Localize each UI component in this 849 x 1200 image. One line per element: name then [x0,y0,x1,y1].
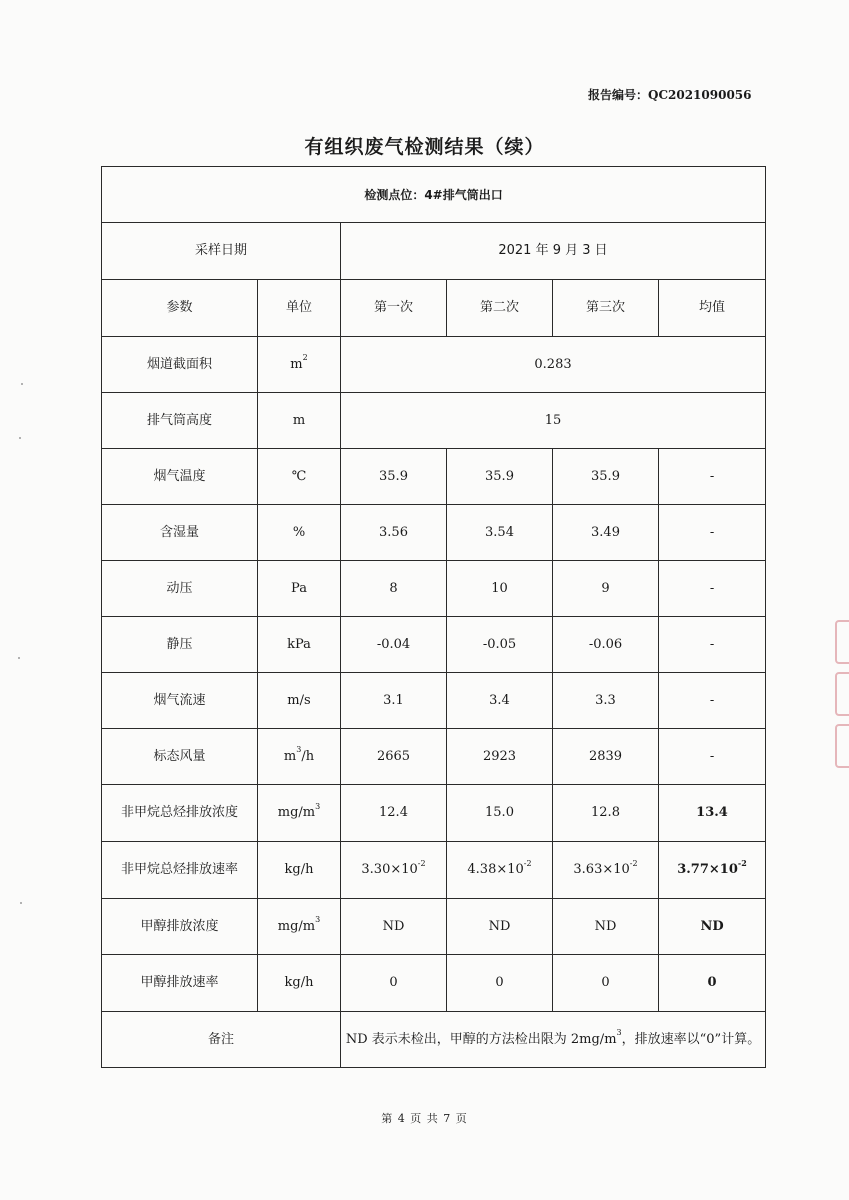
run2-cell: ND [447,899,553,955]
avg-cell: - [659,673,766,729]
unit-cell: kg/h [258,842,341,899]
run1-cell: 12.4 [341,785,447,842]
header-avg: 均值 [659,280,766,337]
sampling-date-label: 采样日期 [102,223,341,280]
unit-cell: % [258,505,341,561]
run1-cell: $3.30\times 10^{-2}$ [341,842,447,899]
run2-cell: 0 [447,955,553,1012]
unit-cell: $mg/m^3$ [258,899,341,955]
remark-text: ND 表示未检出，甲醇的方法检出限为 $2mg/m^3$，排放速率以“0”计算。 [341,1012,766,1068]
avg-cell: - [659,617,766,673]
column-header-row [102,280,766,337]
run1-cell: ND [341,899,447,955]
run2-cell: 3.4 [447,673,553,729]
avg-cell: - [659,505,766,561]
seal-stamp-edge [835,612,849,782]
run3-cell: 9 [553,561,659,617]
unit-cell: $mg/m^3$ [258,785,341,842]
header-unit: 单位 [258,280,341,337]
run3-cell: 3.49 [553,505,659,561]
report-number: 报告编号：QC2021090056 [588,88,752,102]
param-cell: 含湿量 [102,505,258,561]
run1-cell: 0 [341,955,447,1012]
unit-cell: kPa [258,617,341,673]
param-cell: 烟气流速 [102,673,258,729]
table-row [102,729,766,785]
avg-cell: - [659,729,766,785]
location-row [102,167,766,223]
run1-cell: 3.1 [341,673,447,729]
scan-speck [19,437,21,439]
param-cell: 静压 [102,617,258,673]
avg-cell: - [659,449,766,505]
remark-label: 备注 [102,1012,341,1068]
run1-cell: 8 [341,561,447,617]
table-row [102,505,766,561]
table-row [102,673,766,729]
remark-row [102,1012,766,1068]
unit-cell: m [258,393,341,449]
param-cell: 排气筒高度 [102,393,258,449]
value-cell: 15 [341,393,766,449]
scan-speck [21,383,23,385]
run3-cell: ND [553,899,659,955]
location-label: 检测点位：4#排气筒出口 [102,167,766,223]
table-row [102,617,766,673]
unit-cell: Pa [258,561,341,617]
header-param: 参数 [102,280,258,337]
sampling-date-value: 2021 年 9 月 3 日 [341,223,766,280]
table-row [102,899,766,955]
unit-cell: $m^3/h$ [258,729,341,785]
run2-cell: 15.0 [447,785,553,842]
table-row [102,842,766,899]
avg-cell: 0 [659,955,766,1012]
run1-cell: -0.04 [341,617,447,673]
avg-cell: ND [659,899,766,955]
param-cell: 标态风量 [102,729,258,785]
table-row [102,561,766,617]
param-cell: 甲醇排放浓度 [102,899,258,955]
unit-cell: kg/h [258,955,341,1012]
page-footer: 第 4 页 共 7 页 [381,1112,468,1125]
avg-cell: $3.77\times 10^{-2}$ [659,842,766,899]
run1-cell: 3.56 [341,505,447,561]
table-row [102,393,766,449]
run3-cell: 12.8 [553,785,659,842]
run1-cell: 35.9 [341,449,447,505]
header-run2: 第二次 [447,280,553,337]
run3-cell: 35.9 [553,449,659,505]
run3-cell: 2839 [553,729,659,785]
run2-cell: -0.05 [447,617,553,673]
param-cell: 动压 [102,561,258,617]
run2-cell: 3.54 [447,505,553,561]
header-run3: 第三次 [553,280,659,337]
param-cell: 非甲烷总烃排放速率 [102,842,258,899]
run2-cell: $4.38\times 10^{-2}$ [447,842,553,899]
unit-cell: m/s [258,673,341,729]
unit-cell: ℃ [258,449,341,505]
table-row [102,785,766,842]
param-cell: 非甲烷总烃排放浓度 [102,785,258,842]
run2-cell: 2923 [447,729,553,785]
param-cell: 烟道截面积 [102,337,258,393]
run3-cell: 0 [553,955,659,1012]
table-row [102,337,766,393]
avg-cell: 13.4 [659,785,766,842]
run3-cell: 3.3 [553,673,659,729]
value-cell: 0.283 [341,337,766,393]
run3-cell: $3.63\times 10^{-2}$ [553,842,659,899]
page-title: 有组织废气检测结果（续） [304,136,545,158]
run2-cell: 10 [447,561,553,617]
param-cell: 烟气温度 [102,449,258,505]
unit-cell: $m^2$ [258,337,341,393]
run1-cell: 2665 [341,729,447,785]
avg-cell: - [659,561,766,617]
scan-speck [20,902,22,904]
results-table [101,166,766,1068]
sampling-row [102,223,766,280]
param-cell: 甲醇排放速率 [102,955,258,1012]
table-row [102,449,766,505]
scan-speck [18,657,20,659]
header-run1: 第一次 [341,280,447,337]
run2-cell: 35.9 [447,449,553,505]
table-row [102,955,766,1012]
run3-cell: -0.06 [553,617,659,673]
